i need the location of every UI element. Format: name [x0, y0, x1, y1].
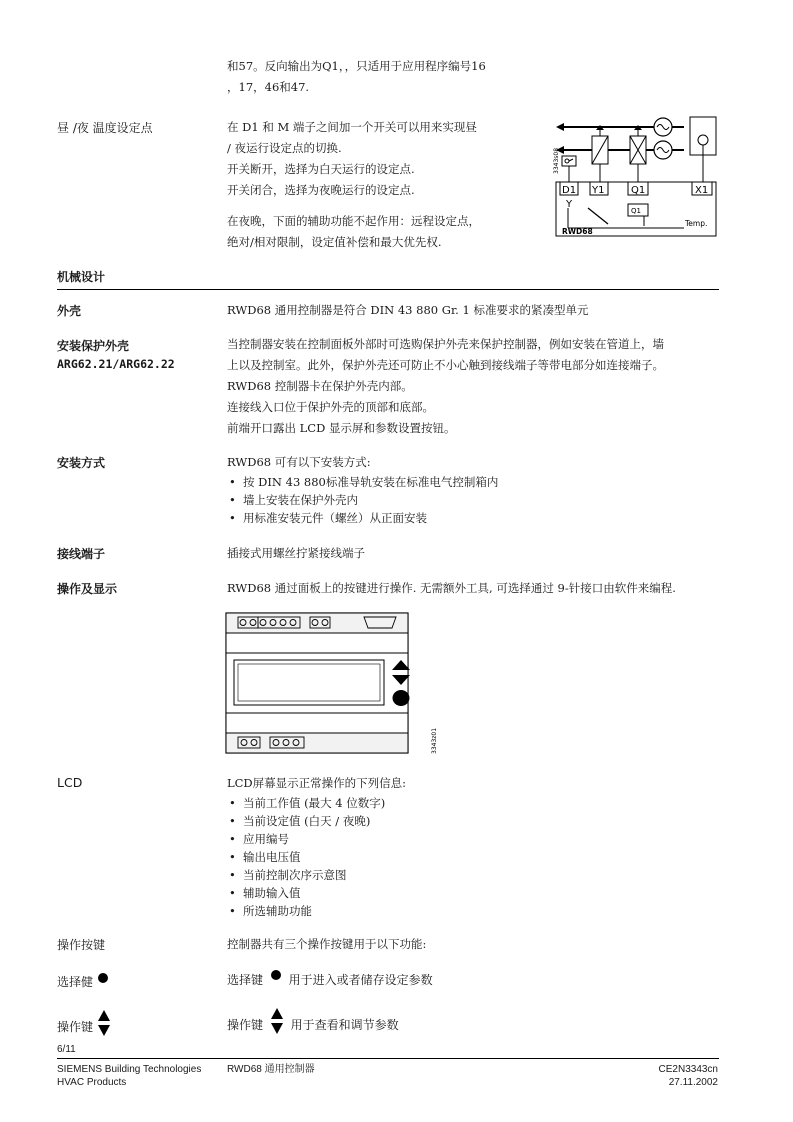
footer-product: RWD68 通用控制器 — [227, 1064, 315, 1075]
damper-icon — [630, 125, 646, 164]
section-title: 机械设计 — [57, 270, 106, 284]
lcd-text: LCD屏幕显示正常操作的下列信息: • 当前工作值 (最大 4 位数字) • 当前设定值 (白天 / 夜晚) • 应用编号 • 输出电压值 • 当前控制次序示意图 • 辅助输入值 • 所选辅助功能 — [227, 773, 406, 920]
terminal-q1: Q1 — [631, 185, 646, 196]
op-key-text: 操作键 用于查看和调节参数 — [227, 1007, 399, 1036]
terminal-d1: D1 — [562, 185, 577, 196]
daynight-night-text: 在夜晚，下面的辅助功能不起作用：远程设定点， 绝对/相对限制，设定值补偿和最大优先权. — [227, 214, 480, 249]
duct-arrows — [556, 118, 684, 159]
lcd-list — [227, 794, 406, 920]
select-key-label: 选择健 — [57, 972, 109, 990]
schematic-code: 3343s08 — [553, 147, 560, 174]
list-item: • 墙上安装在保护外壳内 — [227, 491, 498, 509]
switch-icon — [562, 156, 576, 182]
y-axis-label: Y — [566, 199, 573, 210]
wiring-schematic — [552, 112, 722, 242]
housing-label: 外壳 — [57, 304, 82, 318]
list-item: • 当前工作值 (最大 4 位数字) — [227, 794, 406, 812]
temp-label: Temp. — [685, 219, 708, 228]
footer-divider — [57, 1058, 719, 1059]
device-drawing — [224, 608, 440, 758]
device-code: 3343z01 — [431, 727, 438, 754]
relay-label: Q1 — [631, 207, 641, 215]
operation-label: 操作及显示 — [57, 582, 118, 596]
dot-icon — [269, 969, 283, 981]
list-item: • 所选辅助功能 — [227, 902, 406, 920]
protective-text: 当控制器安装在控制面板外部时可选购保护外壳来保护控制器，例如安装在管道上，墙 上以及控制室。此外，保护外壳还可防止不小心触到接线端子等带电部分如连接端子。 RWD68 控制器卡在保护外壳内部。 连接线入口位于保护外壳的顶部和底部。 前端开口露出 LCD 显示屏和参数设置按钮。 — [227, 337, 664, 435]
footer-doc: CE2N3343cn 27.11.2002 — [658, 1064, 718, 1088]
sensor-icon — [690, 117, 716, 182]
page-number: 6/11 — [57, 1044, 76, 1055]
list-item: • 按 DIN 43 880标准导轨安装在标准电气控制箱内 — [227, 473, 498, 491]
list-item: • 输出电压值 — [227, 848, 406, 866]
select-key-text: 选择键 用于进入或者储存设定参数 — [227, 969, 433, 991]
daynight-text: 在 D1 和 M 端子之间加一个开关可以用来实现昼 / 夜运行设定点的切换. 开关断开，选择为白天运行的设定点. 开关闭合，选择为夜晚运行的设定点. — [227, 120, 477, 197]
mounting-text: RWD68 可有以下安装方式: • 按 DIN 43 880标准导轨安装在标准电气控制箱内 • 墙上安装在保护外壳内 • 用标准安装元件（螺丝）从正面安装 — [227, 452, 498, 527]
keys-text: 控制器共有三个操作按键用于以下功能: — [227, 937, 427, 951]
valve-icon — [592, 125, 608, 164]
list-item: • 用标准安装元件（螺丝）从正面安装 — [227, 509, 498, 527]
operation-text: RWD68 通过面板上的按键进行操作. 无需额外工具, 可选择通过 9-针接口由软件来编程. — [227, 581, 676, 595]
keys-label: 操作按键 — [57, 938, 106, 952]
list-item: • 当前设定值 (白天 / 夜晚) — [227, 812, 406, 830]
protective-label: 安装保护外壳 ARG62.21/ARG62.22 — [57, 339, 175, 371]
op-key-label: 操作键 — [57, 1009, 111, 1037]
daynight-label: 昼 /夜 温度设定点 — [57, 121, 153, 135]
footer-company: SIEMENS Building Technologies HVAC Products — [57, 1064, 202, 1088]
lcd-label: LCD — [57, 775, 83, 790]
intro-text: 和57。反向输出为Q1，，只适用于应用程序编号16 ，17，46和47. — [227, 59, 486, 94]
list-item: • 辅助输入值 — [227, 884, 406, 902]
list-item: • 应用编号 — [227, 830, 406, 848]
housing-text: RWD68 通用控制器是符合 DIN 43 880 Gr. 1 标准要求的紧凑型单元 — [227, 303, 589, 317]
terminal-y1: Y1 — [592, 185, 605, 196]
terminal-x1: X1 — [695, 185, 709, 196]
up-down-arrows-icon — [97, 1009, 111, 1037]
terminals-label: 接线端子 — [57, 547, 106, 561]
mounting-label: 安装方式 — [57, 456, 106, 470]
model-label: RWD68 — [562, 227, 593, 236]
mounting-list — [227, 473, 498, 527]
up-down-arrows-icon — [269, 1007, 285, 1035]
terminals-text: 插接式用螺丝拧紧接线端子 — [227, 546, 365, 560]
list-item: • 当前控制次序示意图 — [227, 866, 406, 884]
select-button-icon — [393, 690, 410, 706]
section-divider — [57, 289, 719, 290]
dot-icon — [97, 972, 109, 984]
